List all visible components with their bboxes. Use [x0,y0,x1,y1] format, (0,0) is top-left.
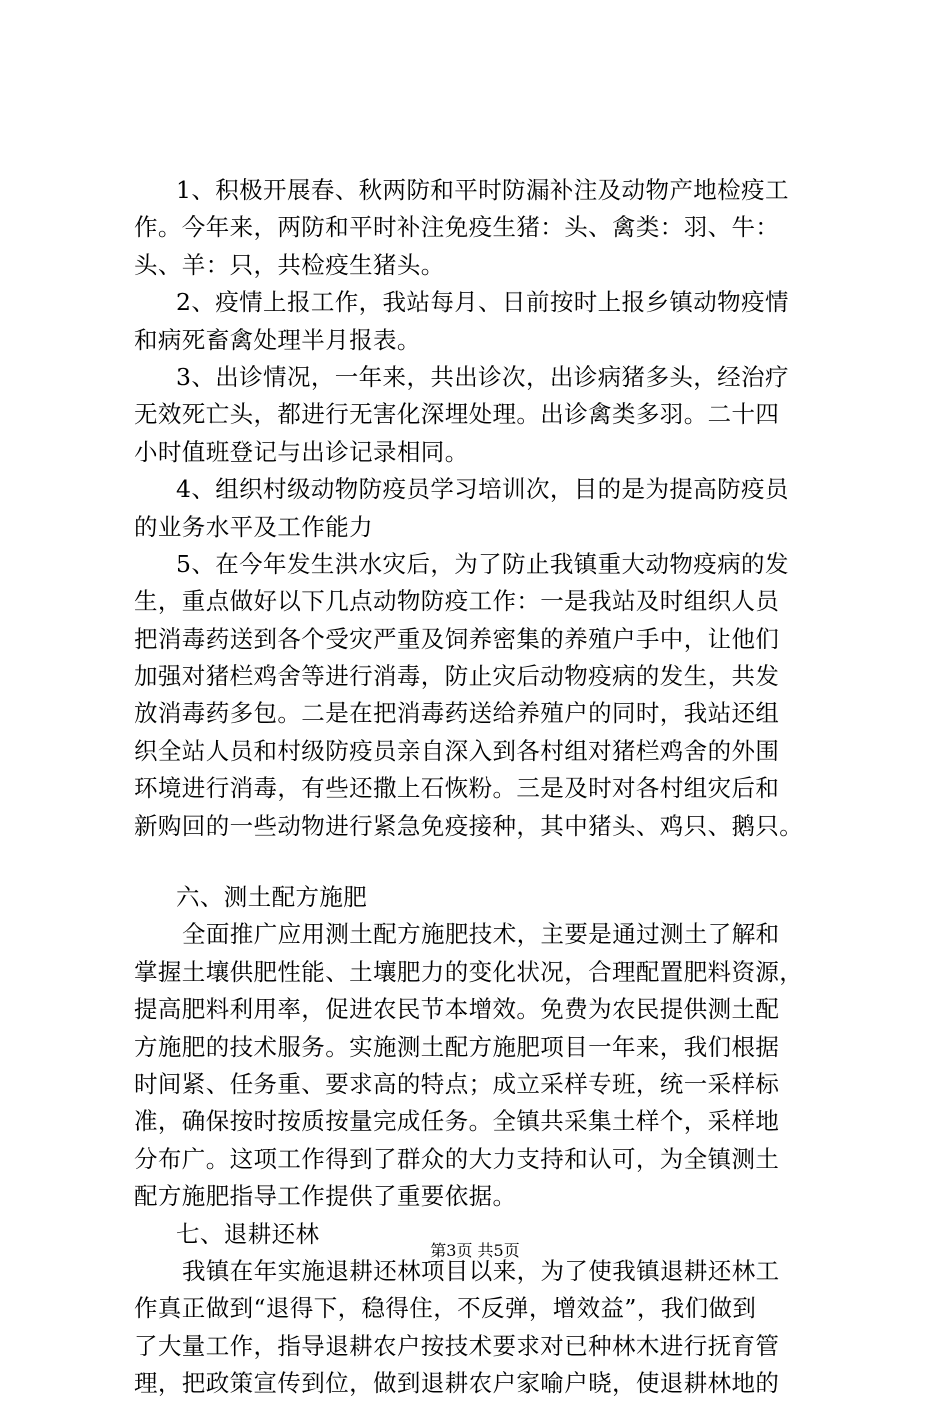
text-line: 我镇在年实施退耕还林项目以来，为了使我镇退耕还林工 [182,1256,780,1285]
paragraph-2 [134,284,824,359]
section-gap [134,845,824,879]
text-line: 无效死亡头，都进行无害化深埋处理。出诊禽类多羽。二十四 [134,400,780,429]
text-line: 提高肥料利用率，促进农民节本增效。免费为农民提供测土配 [134,995,780,1024]
text-line: 新购回的一些动物进行紧急免疫接种，其中猪头、鸡只、鹅只。 [134,811,804,840]
text-line: 作真正做到“退得下，稳得住，不反弹，增效益”，我们做到 [134,1294,757,1323]
text-line: 了大量工作，指导退耕农户按技术要求对已种林木进行抚育管 [134,1331,780,1360]
text-line: 全面推广应用测土配方施肥技术，主要是通过测土了解和 [182,920,780,949]
document-body [134,172,824,1403]
text-line: 3、出诊情况，一年来，共出诊次，出诊病猪多头，经治疗 [176,362,789,391]
text-line: 放消毒药多包。二是在把消毒药送给养殖户的同时，我站还组 [134,699,780,728]
text-line: 时间紧、任务重、要求高的特点；成立采样专班，统一采样标 [134,1069,780,1098]
text-line: 掌握土壤供肥性能、土壤肥力的变化状况，合理配置肥料资源， [134,957,804,986]
text-line: 小时值班登记与出诊记录相同。 [134,437,469,466]
section-heading: 六、测土配方施肥 [176,883,368,912]
text-line: 4、组织村级动物防疫员学习培训次，目的是为提高防疫员 [176,475,789,504]
text-line: 生，重点做好以下几点动物防疫工作：一是我站及时组织人员 [134,587,780,616]
text-line: 和病死畜禽处理半月报表。 [134,325,421,354]
text-line: 1、积极开展春、秋两防和平时防漏补注及动物产地检疫工 [176,176,789,204]
text-line: 2、疫情上报工作，我站每月、日前按时上报乡镇动物疫情 [176,288,789,317]
text-line: 加强对猪栏鸡舍等进行消毒，防止灾后动物疫病的发生，共发 [134,662,780,691]
text-line: 方施肥的技术服务。实施测土配方施肥项目一年来，我们根据 [134,1032,780,1061]
text-line: 把消毒药送到各个受灾严重及饲养密集的养殖户手中，让他们 [134,624,780,653]
text-line: 环境进行消毒，有些还撒上石恢粉。三是及时对各村组灾后和 [134,774,780,803]
paragraph-6 [134,916,824,1215]
text-line: 分布广。这项工作得到了群众的大力支持和认可，为全镇测土 [134,1144,780,1173]
text-line: 配方施肥指导工作提供了重要依据。 [134,1182,517,1211]
text-line: 理，把政策宣传到位，做到退耕农户家喻户晓，使退耕林地的 [134,1369,780,1398]
section-heading: 七、退耕还林 [176,1219,320,1248]
paragraph-3 [134,359,824,471]
page-number-footer: 第3页 共5页 [430,1241,520,1260]
paragraph-7 [134,1253,824,1403]
text-line: 的业务水平及工作能力 [134,512,373,541]
text-line: 5、在今年发生洪水灾后，为了防止我镇重大动物疫病的发 [176,549,789,578]
text-line: 准，确保按时按质按量完成任务。全镇共采集土样个，采样地 [134,1107,780,1136]
text-line: 头、羊：只，共检疫生猪头。 [134,250,445,279]
paragraph-1 [134,172,824,284]
text-line: 作。今年来，两防和平时补注免疫生猪：头、禽类：羽、牛： [134,213,780,242]
paragraph-5 [134,546,824,845]
text-line: 织全站人员和村级防疫员亲自深入到各村组对猪栏鸡舍的外围 [134,736,780,765]
paragraph-4 [134,471,824,546]
